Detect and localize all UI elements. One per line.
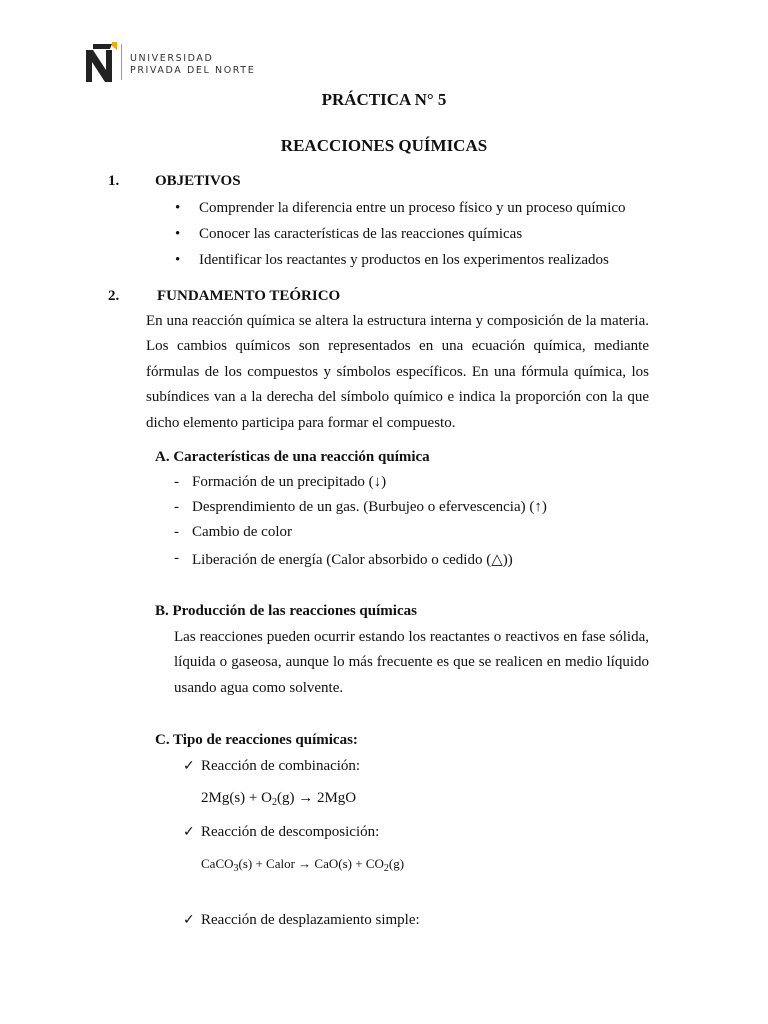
logo-line-2: PRIVADA DEL NORTE [130,65,256,76]
reaction-type-simple-displacement [183,912,420,929]
equation-decomposition [201,856,404,872]
characteristic-item: - Liberación de energía (Calor absorbido o cedido (△)) [192,550,513,569]
equation-part: CaCO [201,856,234,871]
equation-subscript: 2 [271,797,277,808]
logo-divider [121,44,122,80]
characteristic-item: - Formación de un precipitado (↓) [192,474,386,491]
reaction-type-label: Reacción de descomposición: [201,824,380,840]
checkmark-icon: ✓ [183,824,195,840]
equation-subscript: 3 [233,863,239,874]
objective-item: • Identificar los reactantes y productos en los experimentos realizados [199,252,609,269]
equation-subscript: 2 [383,863,389,874]
reaction-type-decomposition [183,824,380,841]
characteristic-item: - Cambio de color [192,524,292,541]
theory-paragraph: En una reacción química se altera la estructura interna y composición de la materia. Los cambios químicos son representados en una ecuación química, mediante fórmulas de los compuestos y símbolos específicos. En una fórmula química, los subíndices van a la derecha del símbolo químico e indica la proporción con la que dicho elemento participa para formar el compuesto. [146,313,649,431]
section-1-heading: OBJETIVOS [155,173,241,189]
equation-part: 2Mg(s) + O [201,790,272,806]
equation-part: (g) → 2MgO [276,790,357,806]
logo-wordmark [130,53,255,77]
equation-combination [201,790,356,807]
section-2-number: 2. [108,288,120,304]
equation-part: (g) [388,856,405,871]
characteristic-item: - Desprendimiento de un gas. (Burbujeo o efervescencia) (↑) [192,499,547,516]
equation-part: (s) + Calor → CaO(s) + CO [238,856,384,871]
production-paragraph: Las reacciones pueden ocurrir estando los reactantes o reactivos en fase sólida, líquida o gaseosa, aunque lo más frecuente es que se realicen en medio líquido usando agua como solvente. [174,629,649,696]
page-subtitle: REACCIONES QUÍMICAS [280,136,488,155]
subsection-b-heading: B. Producción de las reacciones químicas [155,603,417,619]
reaction-type-label: Reacción de desplazamiento simple: [201,912,420,928]
section-1-number: 1. [108,173,120,189]
checkmark-icon: ✓ [183,758,195,774]
logo-line-1: UNIVERSIDAD [130,53,214,64]
subsection-a-heading: A. Características de una reacción química [155,449,430,465]
section-2-heading: FUNDAMENTO TEÓRICO [157,288,341,304]
reaction-type-label: Reacción de combinación: [201,758,361,774]
reaction-type-combination [183,758,361,775]
checkmark-icon: ✓ [183,912,195,928]
objective-item: • Comprender la diferencia entre un proceso físico y un proceso químico [199,200,626,217]
objective-item: • Conocer las características de las reacciones químicas [199,226,522,243]
subsection-c-heading: C. Tipo de reacciones químicas: [155,732,358,748]
page-title: PRÁCTICA N° 5 [321,90,447,109]
